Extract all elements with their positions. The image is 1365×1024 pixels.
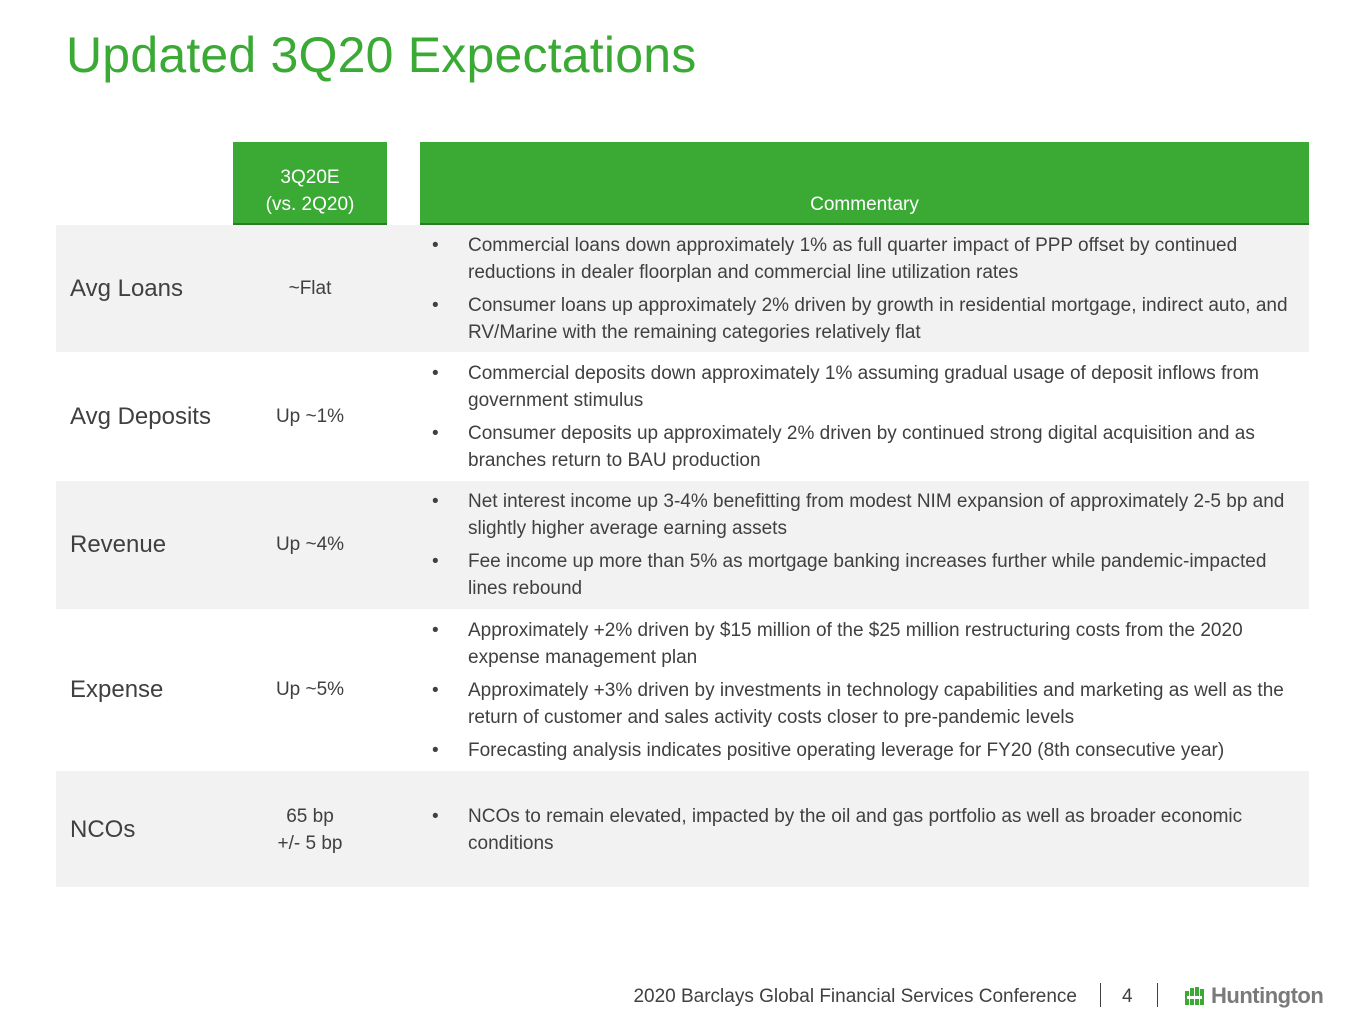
commentary-bullet: • Commercial loans down approximately 1% as full quarter impact of PPP offset by continued reductions in dealer floorplan and commercial line utilization rates	[432, 232, 1302, 286]
table-row-revenue	[56, 481, 1309, 609]
commentary-bullet: • Forecasting analysis indicates positive operating leverage for FY20 (8th consecutive year)	[432, 737, 1302, 764]
slide-title: Updated 3Q20 Expectations	[66, 27, 697, 83]
table-row-expense	[56, 609, 1309, 771]
table-row-avg-deposits	[56, 352, 1309, 481]
row-value-line: ~Flat	[288, 278, 332, 299]
header-value-column	[233, 142, 387, 225]
footer-divider	[1157, 983, 1158, 1007]
conference-name: 2020 Barclays Global Financial Services Conference	[633, 986, 1077, 1007]
header-commentary-column	[420, 142, 1309, 225]
commentary-bullet: • Fee income up more than 5% as mortgage banking increases further while pandemic-impacted lines rebound	[432, 548, 1302, 602]
row-label: Revenue	[70, 531, 167, 558]
commentary-list	[432, 803, 1302, 863]
commentary-bullet: • Consumer loans up approximately 2% driven by growth in residential mortgage, indirect auto, and RV/Marine with the remaining categories relatively flat	[432, 292, 1302, 346]
huntington-logo-icon	[1184, 984, 1208, 1008]
row-value-line: Up ~5%	[275, 679, 345, 700]
row-value-line: Up ~4%	[275, 534, 345, 555]
row-value	[233, 531, 387, 558]
table-row-ncos	[56, 771, 1309, 887]
row-value-line: +/- 5 bp	[277, 833, 343, 854]
commentary-bullet: • Approximately +2% driven by $15 million of the $25 million restructuring costs from the 2020 expense management plan	[432, 617, 1302, 671]
commentary-bullet: • Net interest income up 3-4% benefitting from modest NIM expansion of approximately 2-5 bp and slightly higher average earning assets	[432, 488, 1302, 542]
row-label: NCOs	[70, 816, 136, 843]
commentary-bullet: • Consumer deposits up approximately 2% driven by continued strong digital acquisition and as branches return to BAU production	[432, 420, 1302, 474]
header-commentary-label: Commentary	[810, 194, 919, 215]
row-label: Avg Loans	[70, 275, 183, 302]
table-row-avg-loans	[56, 225, 1309, 352]
footer-divider	[1100, 983, 1101, 1007]
commentary-bullet: • NCOs to remain elevated, impacted by the oil and gas portfolio as well as broader economic conditions	[432, 803, 1302, 857]
header-value-line2: (vs. 2Q20)	[265, 194, 355, 215]
commentary-list	[432, 488, 1302, 608]
commentary-list	[432, 360, 1302, 480]
logo-wordmark: Huntington	[1211, 983, 1324, 1008]
row-label: Avg Deposits	[70, 403, 211, 430]
header-value-line1: 3Q20E	[280, 167, 340, 188]
huntington-logo	[1184, 983, 1323, 1009]
row-value	[233, 676, 387, 703]
commentary-list	[432, 232, 1302, 352]
commentary-list	[432, 617, 1302, 770]
page-number: 4	[1122, 986, 1133, 1007]
row-value-line: 65 bp	[286, 806, 334, 827]
row-value-line: Up ~1%	[275, 406, 345, 427]
row-value	[233, 275, 387, 302]
commentary-bullet: • Commercial deposits down approximately 1% assuming gradual usage of deposit inflows from government stimulus	[432, 360, 1302, 414]
row-label: Expense	[70, 676, 164, 703]
row-value	[233, 803, 387, 857]
row-value	[233, 403, 387, 430]
slide-footer	[0, 983, 1365, 1013]
commentary-bullet: • Approximately +3% driven by investments in technology capabilities and marketing as well as the return of customer and sales activity costs closer to pre-pandemic levels	[432, 677, 1302, 731]
